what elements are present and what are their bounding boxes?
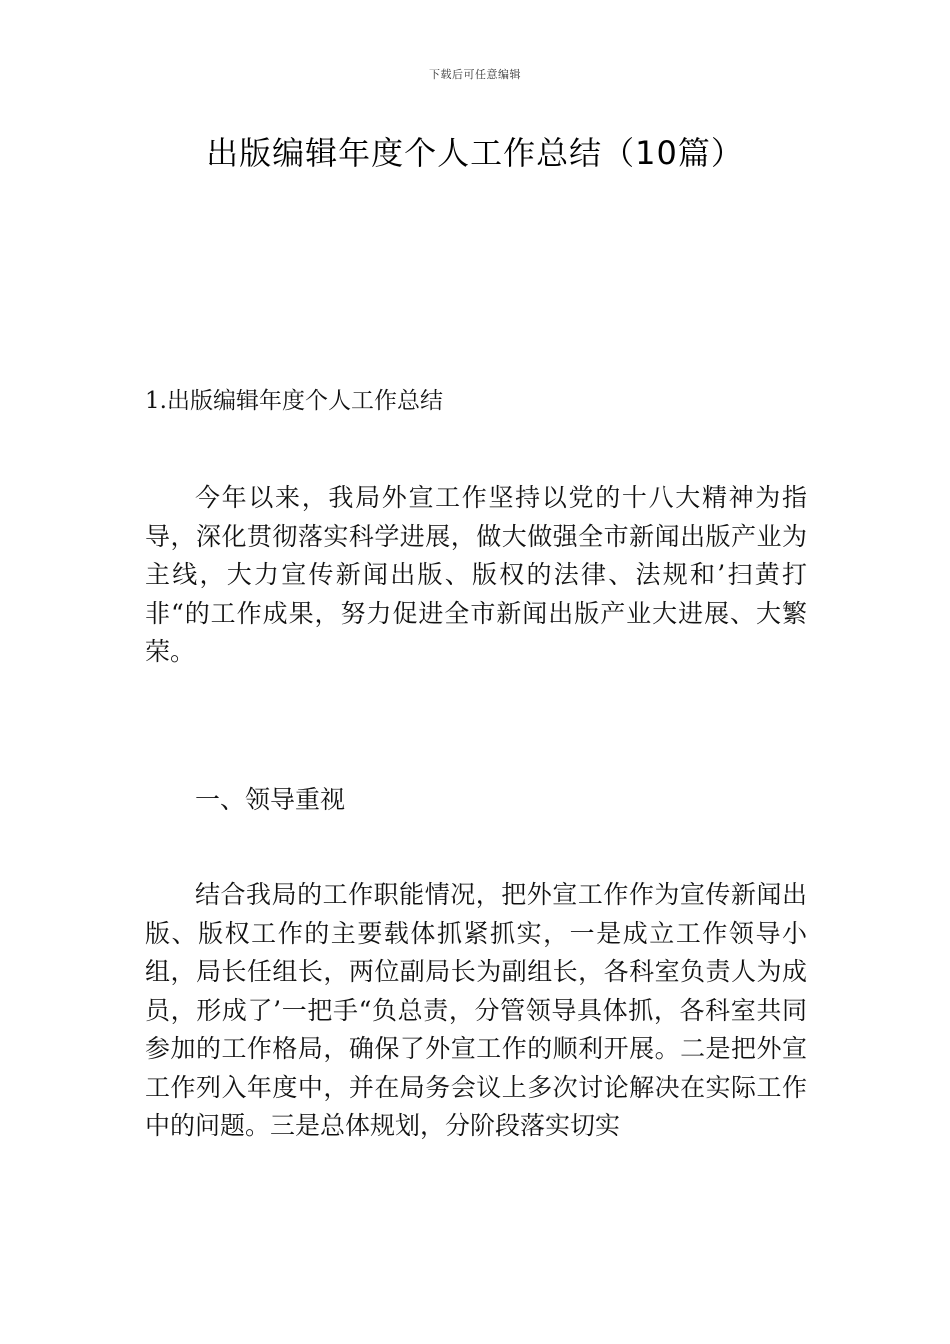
header-note: 下载后可任意编辑: [429, 68, 521, 81]
paragraph-intro: 今年以来，我局外宣工作坚持以党的十八大精神为指导，深化贯彻落实科学进展，做大做强全市新闻出版产业为主线，大力宣传新闻出版、版权的法律、法规和’扫黄打非“的工作成果，努力促进全市新闻出版产业大进展、大繁荣。: [145, 483, 807, 666]
document-title: 出版编辑年度个人工作总结（10篇）: [206, 134, 744, 172]
paragraph-leadership: 结合我局的工作职能情况，把外宣工作作为宣传新闻出版、版权工作的主要载体抓紧抓实，一是成立工作领导小组，局长任组长，两位副局长为副组长，各科室负责人为成员，形成了’一把手“负总责，分管领导具体抓，各科室共同参加的工作格局，确保了外宣工作的顺利开展。二是把外宣工作列入年度中，并在局务会议上多次讨论解决在实际工作中的问题。三是总体规划，分阶段落实切实: [145, 880, 807, 1140]
sub-heading-leadership: 一、领导重视: [195, 785, 346, 814]
section-heading: 1.出版编辑年度个人工作总结: [145, 388, 443, 414]
